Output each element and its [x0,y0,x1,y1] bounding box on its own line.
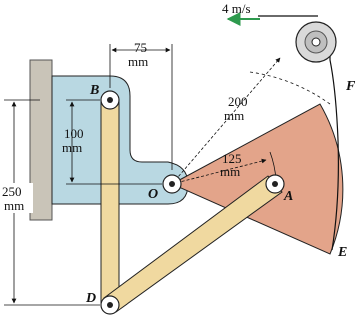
pin-d-center [107,302,113,308]
dim-75-unit: mm [128,54,149,69]
dim-100-unit: mm [62,140,83,155]
pin-b-center [107,97,113,103]
radius-200-arc [250,72,330,104]
pin-o-center [169,181,175,187]
label-o: O [148,187,159,202]
label-e: E [338,245,348,260]
wall [30,60,52,220]
dim-200-value: 200 [228,94,248,109]
velocity-label: 4 m/s [222,1,251,16]
dim-250-unit: mm [4,198,25,213]
dim-100-value: 100 [64,126,84,141]
dim-125-unit: mm [220,164,241,179]
pulley-hub [312,38,320,46]
label-b: B [90,83,100,98]
label-f: F [346,79,356,94]
link-bd [101,100,119,306]
label-a: A [284,189,294,204]
pin-a-center [272,181,278,187]
dim-200-unit: mm [224,108,245,123]
label-d: D [86,291,97,306]
dim-250-value: 250 [2,184,22,199]
dim-125-value: 125 [222,151,242,166]
dim-75-value: 75 [134,40,147,55]
